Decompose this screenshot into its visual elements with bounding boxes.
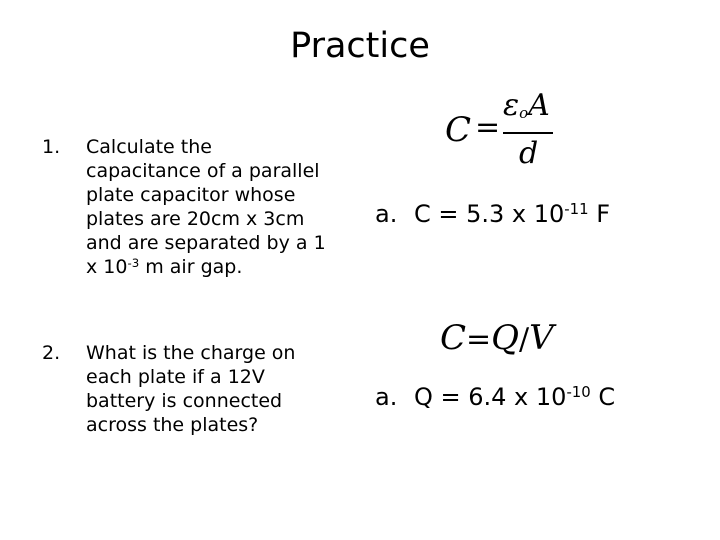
formula-lhs: C xyxy=(440,318,467,358)
voltage-variable: V xyxy=(529,318,554,358)
question-1-line: capacitance of a parallel xyxy=(86,160,320,182)
capacitance-formula xyxy=(445,88,565,178)
answer-2 xyxy=(375,383,615,411)
question-1-text xyxy=(86,135,356,281)
question-2-number: 2. xyxy=(42,342,61,364)
question-2-line: across the plates? xyxy=(86,414,259,436)
answer-2-unit: C xyxy=(590,383,616,411)
formula-slash: / xyxy=(519,322,530,357)
question-1-line xyxy=(86,255,356,281)
question-2-line: What is the charge on xyxy=(86,342,296,364)
question-1-line: plate capacitor whose xyxy=(86,184,296,206)
answer-1-exponent: -11 xyxy=(564,199,589,218)
charge-formula xyxy=(440,318,554,358)
answer-2-label: a. xyxy=(375,383,398,411)
area-variable: A xyxy=(528,88,550,123)
answer-2-exponent: -10 xyxy=(566,382,591,401)
answer-1-label: a. xyxy=(375,200,398,228)
formula-lhs: C xyxy=(445,110,472,150)
formula-equals: = xyxy=(475,110,501,145)
formula-equals: = xyxy=(466,322,492,357)
formula-denominator: d xyxy=(519,136,539,171)
question-1-number: 1. xyxy=(42,136,61,158)
question-1-line: Calculate the xyxy=(86,136,212,158)
answer-1-prefix: C = 5.3 x 10 xyxy=(414,200,565,228)
question-1-text-part: m air gap. xyxy=(139,256,243,278)
answer-1-unit: F xyxy=(588,200,611,228)
question-2-line: battery is connected xyxy=(86,390,283,412)
epsilon-subscript: o xyxy=(519,104,529,122)
answer-1 xyxy=(375,200,610,228)
question-2-text xyxy=(86,341,336,437)
slide-title: Practice xyxy=(290,26,430,66)
question-1-line: and are separated by a 1 xyxy=(86,232,326,254)
fraction-bar xyxy=(503,132,553,134)
formula-numerator xyxy=(503,88,550,123)
question-2-line: each plate if a 12V xyxy=(86,366,265,388)
question-1-exponent: -3 xyxy=(127,255,140,270)
epsilon-symbol: ε xyxy=(503,88,520,123)
answer-2-prefix: Q = 6.4 x 10 xyxy=(414,383,567,411)
question-1-text-part: x 10 xyxy=(86,256,128,278)
question-1-line: plates are 20cm x 3cm xyxy=(86,208,305,230)
charge-variable: Q xyxy=(491,318,520,358)
